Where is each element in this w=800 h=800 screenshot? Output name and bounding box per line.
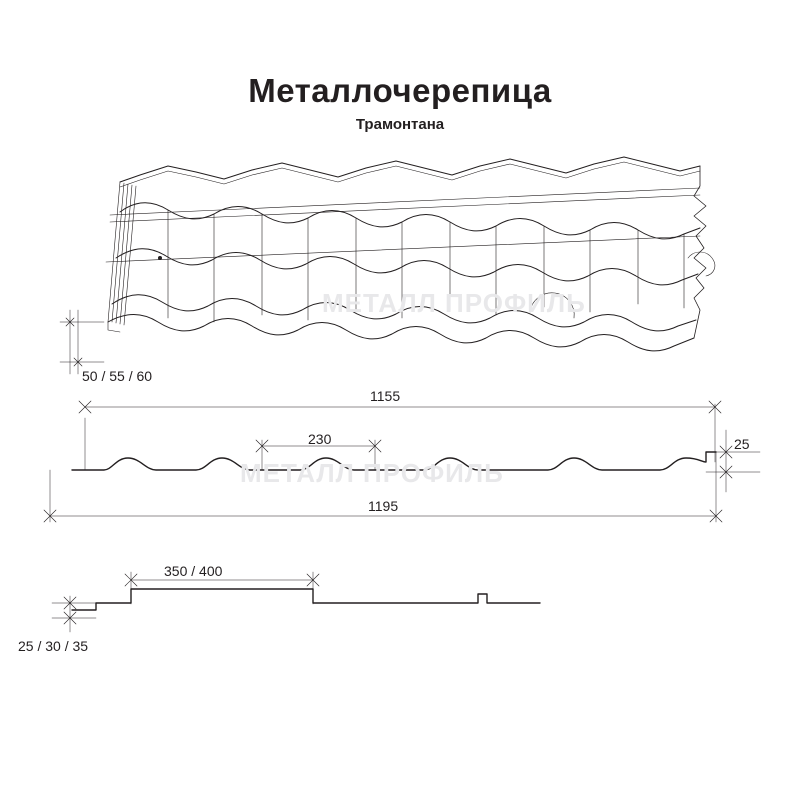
- profile-height-dimension: [706, 430, 760, 492]
- step-height-label: 50 / 55 / 60: [82, 368, 153, 384]
- step-rise-dimension: [52, 596, 96, 632]
- side-profile-drawing: [52, 572, 540, 632]
- watermark-text: МЕТАЛЛ ПРОФИЛЬ: [240, 458, 504, 488]
- page-subtitle: Трамонтана: [355, 116, 445, 133]
- wave-pitch-label: 230: [308, 431, 332, 447]
- step-rise-label: 25 / 30 / 35: [18, 638, 89, 654]
- usable-width-label: 1155: [370, 388, 401, 404]
- total-width-label: 1195: [368, 498, 399, 514]
- step-height-dimension: [60, 310, 104, 374]
- profile-height-label: 25: [734, 436, 750, 452]
- step-length-label: 350 / 400: [164, 563, 223, 579]
- watermark-text: МЕТАЛЛ ПРОФИЛЬ: [322, 288, 586, 318]
- page-title: Металлочерепица: [248, 72, 552, 109]
- isometric-sheet-drawing: [60, 157, 715, 374]
